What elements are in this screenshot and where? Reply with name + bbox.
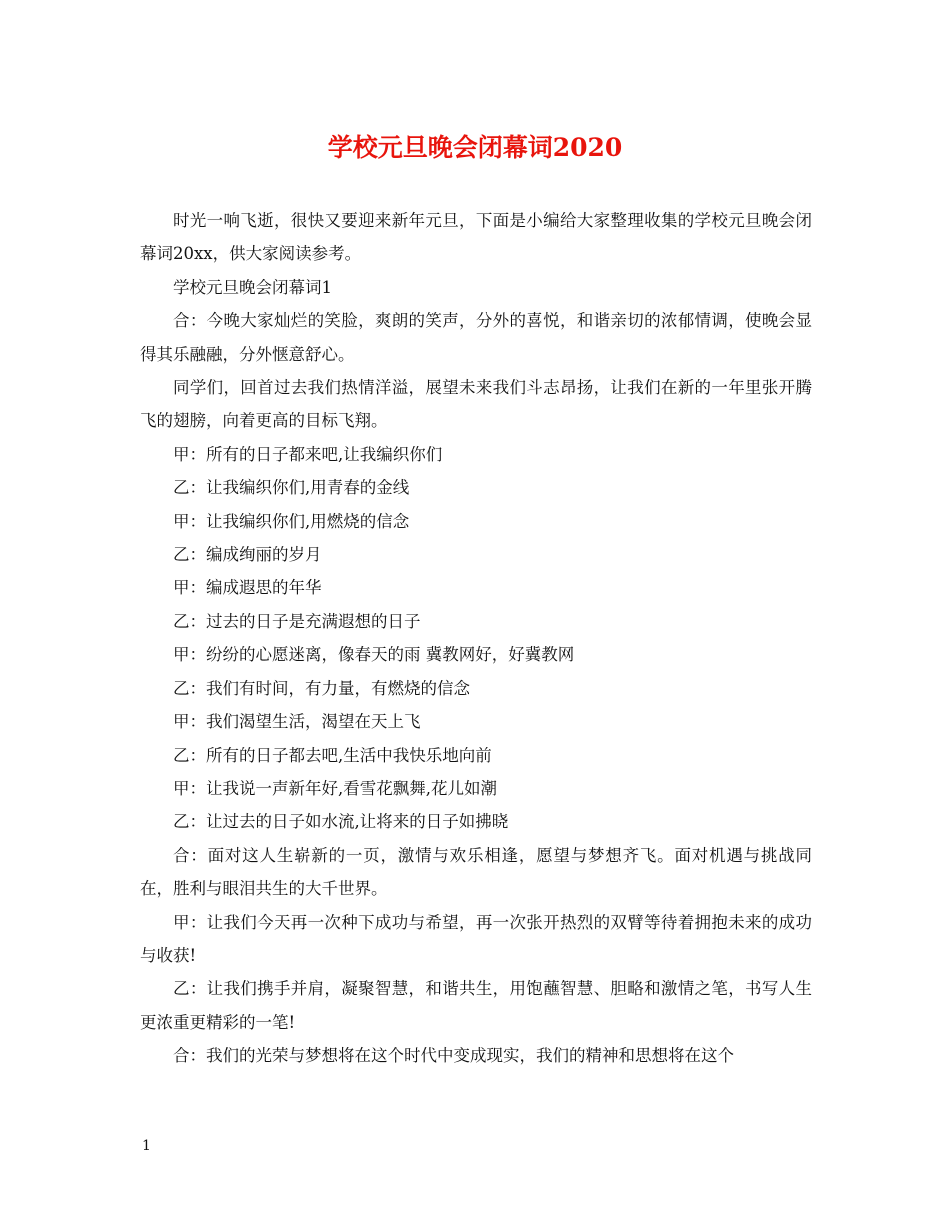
paragraph: 乙：让过去的日子如水流,让将来的日子如拂晓 (173, 812, 509, 832)
paragraph: 甲：让我编织你们,用燃烧的信念 (173, 511, 410, 531)
paragraph: 合：我们的光荣与梦想将在这个时代中变成现实，我们的精神和思想将在这个 (173, 1046, 734, 1066)
paragraph: 甲：编成遐思的年华 (173, 578, 322, 598)
paragraph: 乙：编成绚丽的岁月 (173, 545, 322, 565)
document-body (140, 204, 812, 1073)
paragraph-heading-1: 学校元旦晚会闭幕词1 (173, 277, 332, 297)
paragraph: 乙：我们有时间，有力量，有燃烧的信念 (173, 678, 470, 698)
paragraph: 合：今晚大家灿烂的笑脸，爽朗的笑声，分外的喜悦，和谐亲切的浓郁情调，使晚会显得其乐融融，分外惬意舒心。 (140, 311, 812, 364)
paragraph: 合：面对这人生崭新的一页，激情与欢乐相逢，愿望与梦想齐飞。面对机遇与挑战同在，胜利与眼泪共生的大千世界。 (140, 845, 812, 899)
paragraph: 甲：让我们今天再一次种下成功与希望，再一次张开热烈的双臂等待着拥抱未来的成功与收获! (140, 912, 812, 965)
page-number: 1 (142, 1138, 151, 1154)
paragraph: 甲：纷纷的心愿迷离，像春天的雨 冀教网好，好冀教网 (173, 645, 575, 665)
document-title: 学校元旦晚会闭幕词2020 (327, 133, 623, 162)
paragraph: 同学们，回首过去我们热情洋溢，展望未来我们斗志昂扬，让我们在新的一年里张开腾飞的翅膀，向着更高的目标飞翔。 (140, 378, 812, 431)
paragraph: 甲：所有的日子都来吧,让我编织你们 (173, 444, 443, 464)
paragraph: 甲：我们渴望生活，渴望在天上飞 (173, 712, 421, 732)
paragraph: 甲：让我说一声新年好,看雪花飘舞,花儿如潮 (173, 778, 497, 798)
paragraph-intro: 时光一响飞逝，很快又要迎来新年元旦，下面是小编给大家整理收集的学校元旦晚会闭幕词20xx，供大家阅读参考。 (140, 211, 812, 264)
paragraph: 乙：让我们携手并肩，凝聚智慧，和谐共生，用饱蘸智慧、胆略和激情之笔，书写人生更浓重更精彩的一笔! (140, 979, 812, 1032)
paragraph: 乙：过去的日子是充满遐想的日子 (173, 611, 421, 631)
paragraph: 乙：所有的日子都去吧,生活中我快乐地向前 (173, 745, 492, 765)
paragraph: 乙：让我编织你们,用青春的金线 (173, 478, 410, 498)
